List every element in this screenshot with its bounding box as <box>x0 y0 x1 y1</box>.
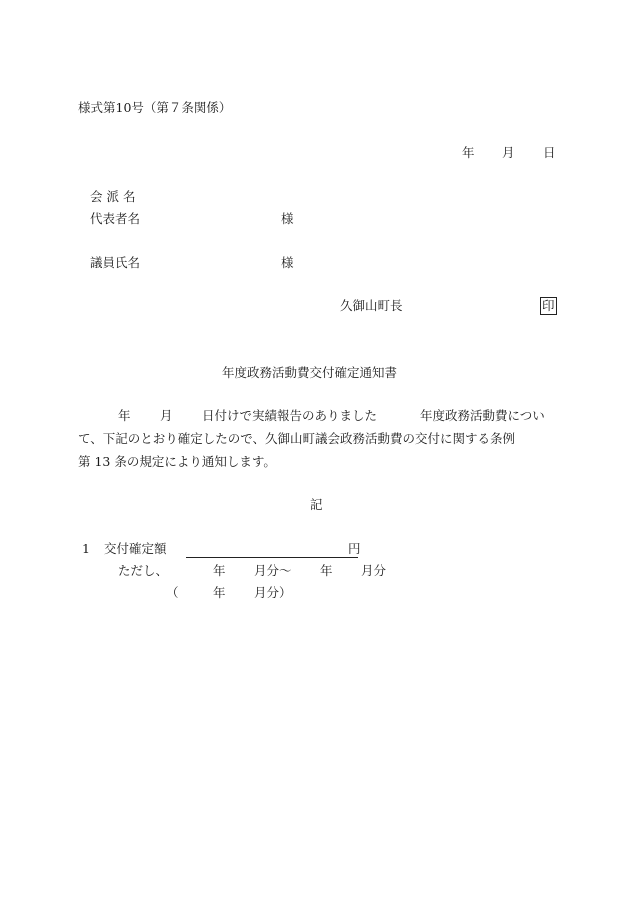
period-month-to: 月分 <box>361 563 387 578</box>
ki-heading: 記 <box>310 497 323 512</box>
body-year: 年 <box>118 408 131 423</box>
date-year-label: 年 <box>462 145 475 160</box>
body-month: 月 <box>160 408 173 423</box>
faction-label: 会 派 名 <box>90 189 136 204</box>
honorific: 様 <box>281 211 294 226</box>
yen-label: 円 <box>348 541 361 556</box>
body-text-b: 年度政務活動費につい <box>420 408 545 423</box>
representative-label: 代表者名 <box>90 211 141 226</box>
paren-open: （ <box>166 585 179 600</box>
tadashi-label: ただし、 <box>118 563 169 578</box>
body-line-3: 第 13 条の規定により通知します。 <box>78 454 276 469</box>
item-number: 1 <box>82 541 90 556</box>
date-day-label: 日 <box>543 145 556 160</box>
sub-period-year: 年 <box>213 585 226 600</box>
member-label: 議員氏名 <box>90 255 141 270</box>
date-month-label: 月 <box>502 145 515 160</box>
item-label: 交付確定額 <box>104 541 167 556</box>
honorific: 様 <box>281 255 294 270</box>
body-text-a: 日付けで実績報告のありました <box>202 408 378 423</box>
period-year-to: 年 <box>320 563 333 578</box>
amount-blank-line <box>186 557 358 558</box>
seal-text: 印 <box>542 298 555 313</box>
seal-mark <box>540 297 557 315</box>
sub-period-month: 月分） <box>254 585 292 600</box>
issuer-name: 久御山町長 <box>340 298 403 313</box>
period-month-from: 月分～ <box>254 563 292 578</box>
body-line-2: て、下記のとおり確定したので、久御山町議会政務活動費の交付に関する条例 <box>78 431 516 446</box>
document-title: 年度政務活動費交付確定通知書 <box>222 365 398 380</box>
period-year-from: 年 <box>213 563 226 578</box>
form-number: 様式第10号（第７条関係） <box>78 100 232 115</box>
